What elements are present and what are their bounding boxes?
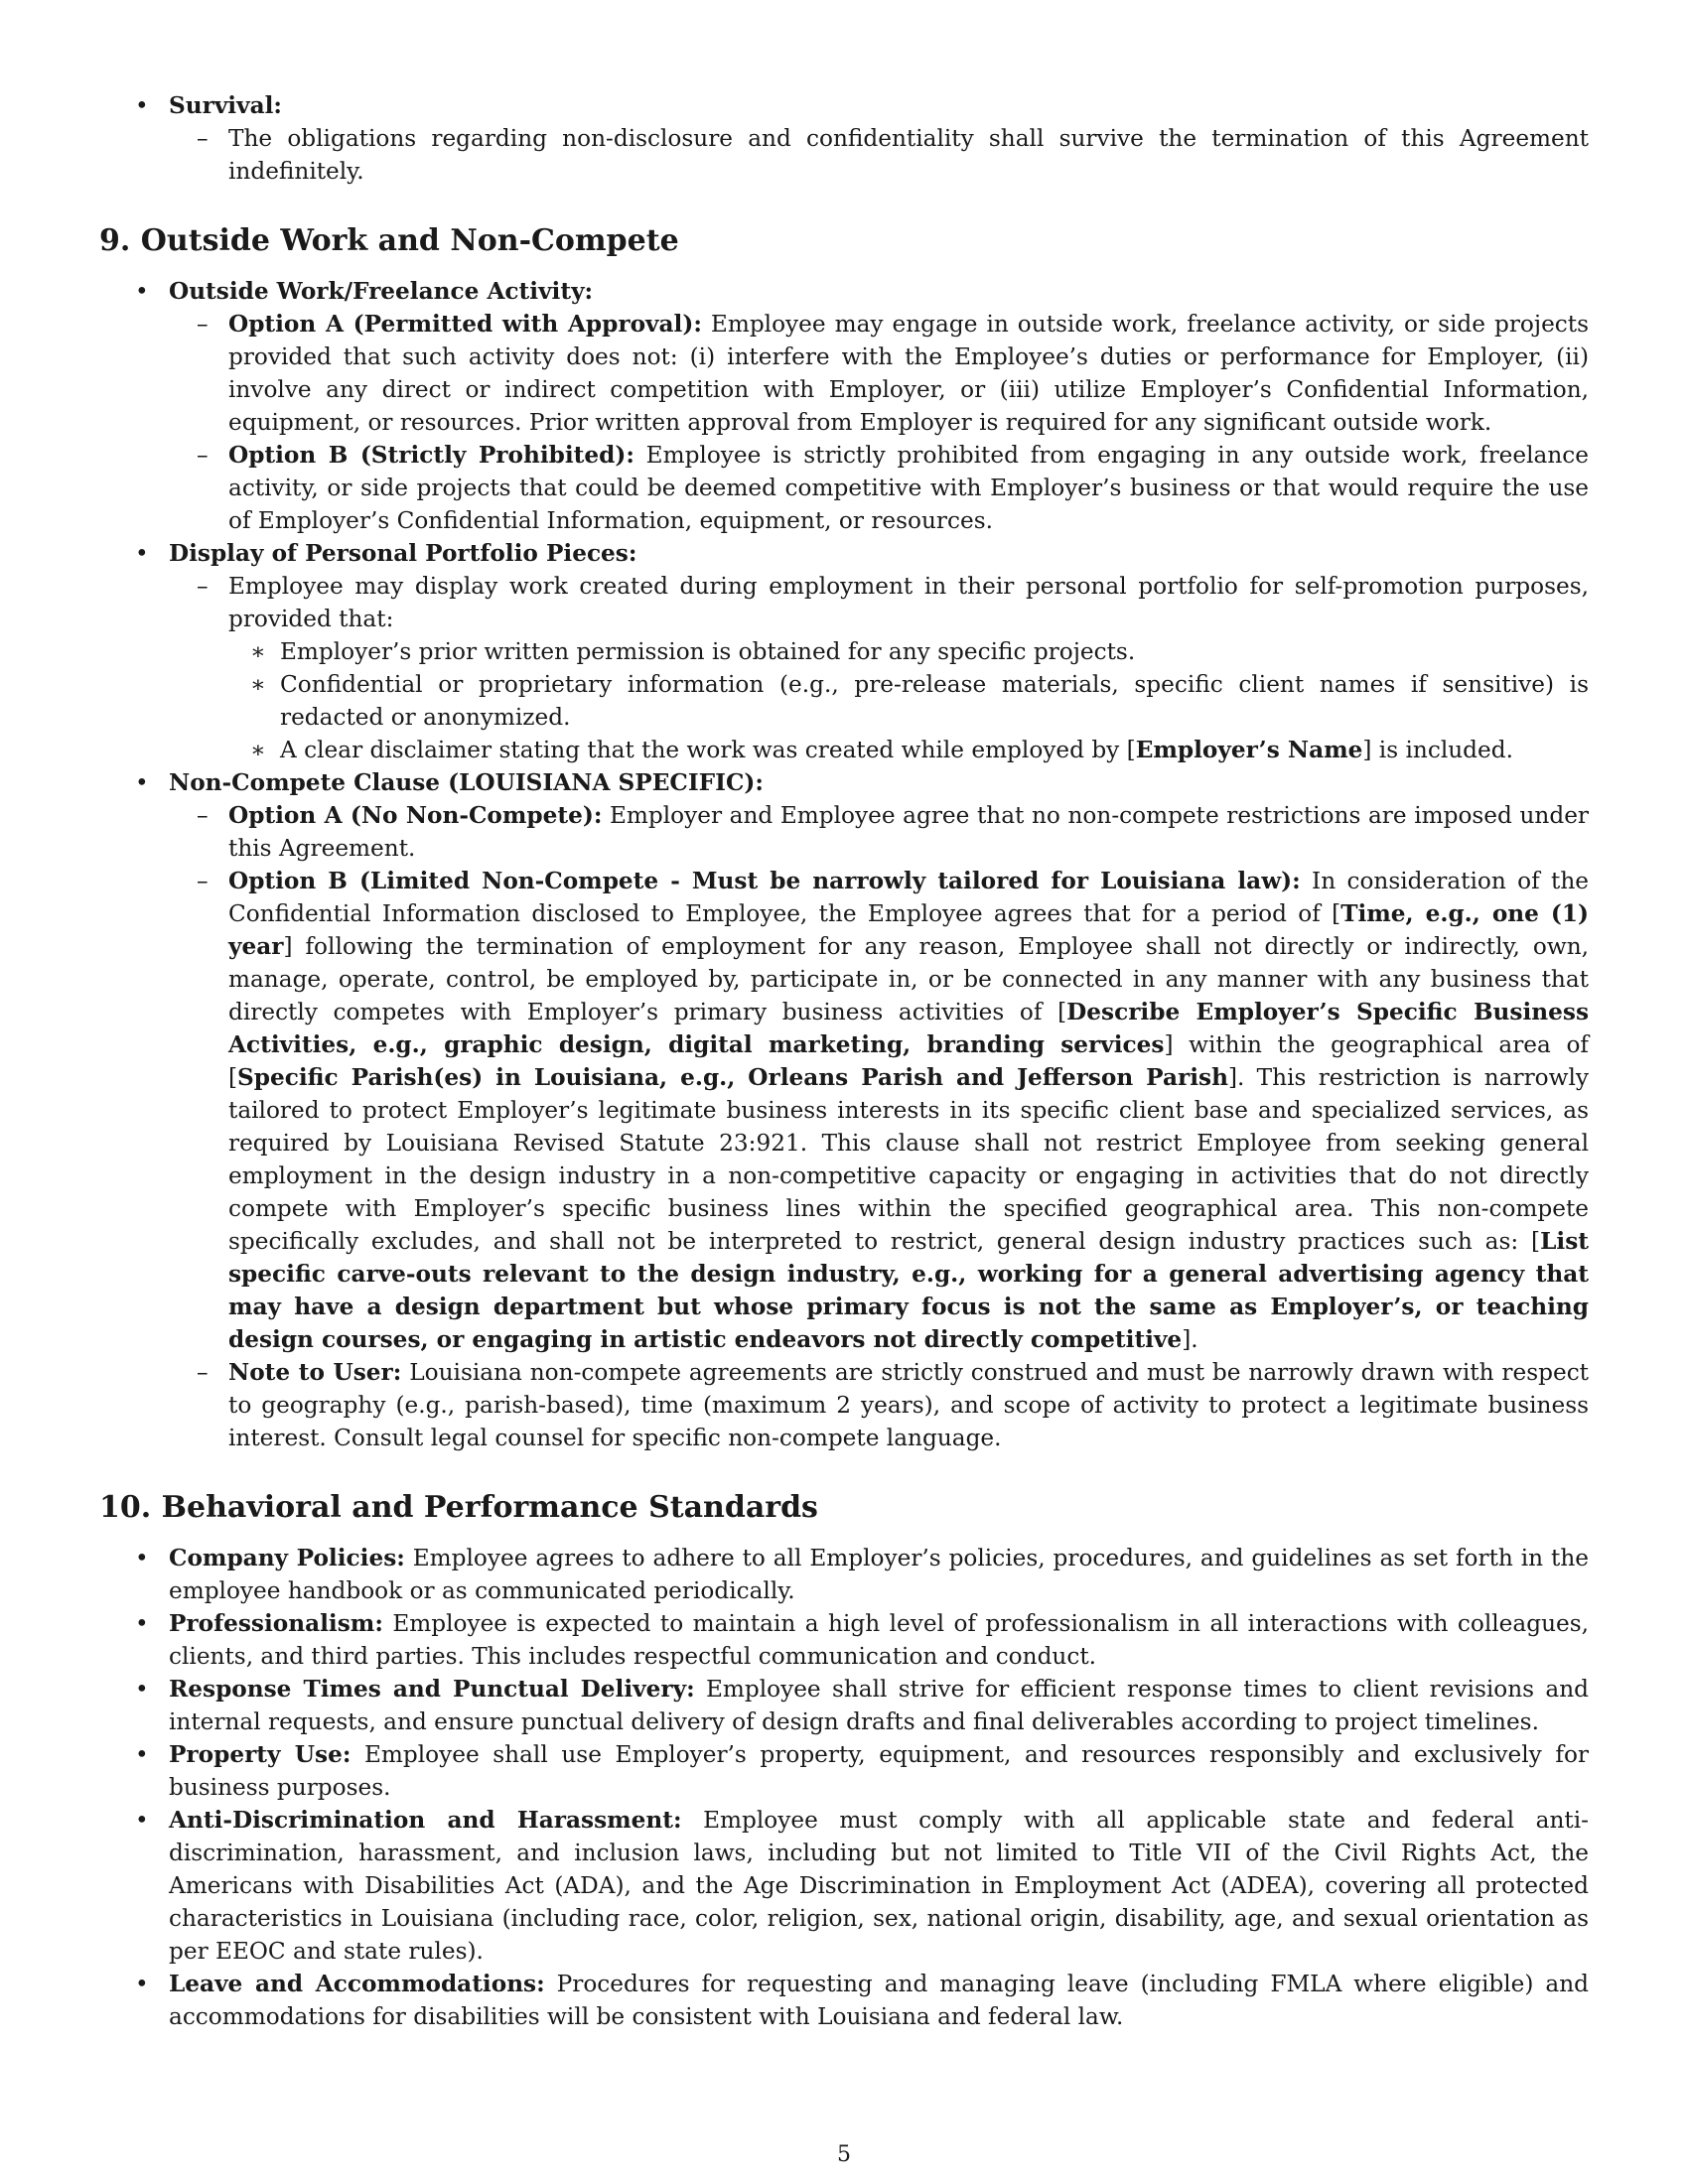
business-activities-placeholder: Describe Employer’s Specific Business Activities, e.g., graphic design, digital marketing, branding services <box>228 999 1589 1058</box>
standard-text: Employee must comply with all applicable state and federal anti-discrimination, harassment, and inclusion laws, including but not limited to Title VII of the Civil Rights Act, the Americans with Disabilities Act (ADA), and the Age Discrimination in Employment Act (ADEA), covering all protected characteristics in Louisiana (including race, color, religion, sex, national origin, disability, age, and sexual orientation as per EEOC and state rules). <box>169 1807 1589 1965</box>
note-text: Louisiana non-compete agreements are strictly construed and must be narrowly drawn with respect to geography (e.g., parish-based), time (maximum 2 years), and scope of activity to protect a legitimate business interest. Consult legal counsel for specific non-compete language. <box>228 1359 1589 1451</box>
section-9-title: 9. Outside Work and Non-Compete <box>99 223 679 258</box>
noncompete-option-b <box>169 865 1589 1356</box>
option-b-text: Employee is strictly prohibited from engaging in any outside work, freelance activity, or side projects that could be deemed competitive with Employer’s business or that would require the use of Employer’s Confidential Information, equipment, or resources. <box>228 442 1589 534</box>
standard-label: Response Times and Punctual Delivery: <box>169 1676 695 1703</box>
survival-list <box>99 89 1589 188</box>
survival-item <box>99 89 1589 188</box>
option-a-text: Employee may engage in outside work, freelance activity, or side projects provided that such activity does not: (i) interfere with the Employee’s duties or performance for Employer, (ii) involve any direct or indirect competition with Employer, or (iii) utilize Employer’s Confidential Information, equipment, or resources. Prior written approval from Employer is required for any significant outside work. <box>228 311 1590 436</box>
section-10-list <box>99 1542 1589 2033</box>
portfolio-sublist <box>169 570 1589 766</box>
portfolio-intro <box>169 570 1589 766</box>
condition-3-text-b: ] is included. <box>1362 737 1513 763</box>
document-page <box>99 89 1589 2033</box>
outside-work-option-b <box>169 439 1589 537</box>
portfolio-intro-text: Employee may display work created during employment in their personal portfolio for self-promotion purposes, provided that: <box>228 573 1589 632</box>
portfolio-conditions <box>228 635 1589 766</box>
noncompete-note <box>169 1356 1589 1454</box>
standard-response-times <box>99 1673 1589 1738</box>
standard-text: Employee shall use Employer’s property, equipment, and resources responsibly and exclusively for business purposes. <box>169 1741 1589 1801</box>
standard-label: Leave and Accommodations: <box>169 1971 545 1997</box>
noncompete-options <box>169 799 1589 1454</box>
standard-text: Employee shall strive for efficient response times to client revisions and internal requests, and ensure punctual delivery of design drafts and final deliverables according to project timelines. <box>169 1676 1589 1735</box>
noncompete-label: Non-Compete Clause (LOUISIANA SPECIFIC): <box>169 769 764 796</box>
outside-work-options <box>169 308 1589 537</box>
survival-sublist <box>169 122 1589 188</box>
nc-option-a-text: Employer and Employee agree that no non-compete restrictions are imposed under this Agreement. <box>228 802 1590 862</box>
nc-option-b-label: Option B (Limited Non-Compete - Must be narrowly tailored for Louisiana law): <box>228 868 1301 894</box>
standard-text: Employee is expected to maintain a high level of professionalism in all interactions with colleagues, clients, and third parties. This includes respectful communication and conduct. <box>169 1610 1589 1670</box>
portfolio-label: Display of Personal Portfolio Pieces: <box>169 540 637 567</box>
standard-company-policies <box>99 1542 1589 1607</box>
portfolio-condition-1: ∗ Employer’s prior written permission is obtained for any specific projects. <box>228 635 1589 668</box>
option-b-label: Option B (Strictly Prohibited): <box>228 442 634 469</box>
nc-option-b-text-1: In consideration of the Confidential Information disclosed to Employee, the Employee agrees that for a period of [ <box>228 868 1590 927</box>
outside-work-option-a <box>169 308 1589 439</box>
standard-professionalism <box>99 1607 1589 1673</box>
employer-name-placeholder: Employer’s Name <box>1135 737 1363 763</box>
standard-leave <box>99 1968 1589 2033</box>
standard-label: Professionalism: <box>169 1610 383 1637</box>
noncompete-option-a <box>169 799 1589 865</box>
condition-3-text-a: A clear disclaimer stating that the work was created while employed by [ <box>280 737 1136 763</box>
noncompete-item <box>99 766 1589 1454</box>
standard-label: Anti-Discrimination and Harassment: <box>169 1807 682 1834</box>
nc-option-b-text-5: ]. <box>1182 1326 1198 1353</box>
standard-label: Company Policies: <box>169 1545 405 1571</box>
outside-work-label: Outside Work/Freelance Activity: <box>169 278 594 305</box>
survival-label: Survival: <box>169 92 282 119</box>
carve-outs-placeholder: List specific carve-outs relevant to the design industry, e.g., working for a general advertising agency that may have a design department but whose primary focus is not the same as Employer’s, or teaching design courses, or engaging in artistic endeavors not directly competitive <box>228 1228 1589 1353</box>
portfolio-item <box>99 537 1589 766</box>
note-label: Note to User: <box>228 1359 402 1386</box>
section-9-list <box>99 275 1589 1454</box>
time-placeholder: Time, e.g., one (1) year <box>228 900 1589 960</box>
survival-text: – The obligations regarding non-disclosure and confidentiality shall survive the termination of this Agreement indefinitely. <box>169 122 1589 188</box>
standard-text: Procedures for requesting and managing leave (including FMLA where eligible) and accommodations for disabilities will be consistent with Louisiana and federal law. <box>169 1971 1589 2030</box>
portfolio-condition-3 <box>228 734 1589 766</box>
section-10-title: 10. Behavioral and Performance Standards <box>99 1490 818 1525</box>
nc-option-b-text-4: ]. This restriction is narrowly tailored to protect Employer’s legitimate business interests in its specific client base and specialized services, as required by Louisiana Revised Statute 23:921. This clause shall not restrict Employee from seeking general employment in the design industry in a non-competitive capacity or engaging in activities that do not directly compete with Employer’s specific business lines within the specified geographical area. This non-compete specifically excludes, and shall not be interpreted to restrict, general design industry practices such as: [ <box>228 1064 1589 1255</box>
nc-option-b-text-3: ] within the geographical area of [ <box>228 1031 1589 1091</box>
portfolio-condition-2: ∗ Confidential or proprietary information (e.g., pre-release materials, specific client names if sensitive) is redacted or anonymized. <box>228 668 1589 734</box>
page-number: 5 <box>837 2142 851 2167</box>
nc-option-a-label: Option A (No Non-Compete): <box>228 802 603 829</box>
standard-property-use <box>99 1738 1589 1804</box>
standard-anti-discrimination <box>99 1804 1589 1968</box>
option-a-label: Option A (Permitted with Approval): <box>228 311 702 338</box>
parish-placeholder: Specific Parish(es) in Louisiana, e.g., Orleans Parish and Jefferson Parish <box>237 1064 1228 1091</box>
standard-label: Property Use: <box>169 1741 352 1768</box>
standard-text: Employee agrees to adhere to all Employer’s policies, procedures, and guidelines as set forth in the employee handbook or as communicated periodically. <box>169 1545 1589 1604</box>
outside-work-item <box>99 275 1589 537</box>
nc-option-b-text-2: ] following the termination of employment for any reason, Employee shall not directly or indirectly, own, manage, operate, control, be employed by, participate in, or be connected in any manner with any business that directly competes with Employer’s primary business activities of [ <box>228 933 1589 1025</box>
